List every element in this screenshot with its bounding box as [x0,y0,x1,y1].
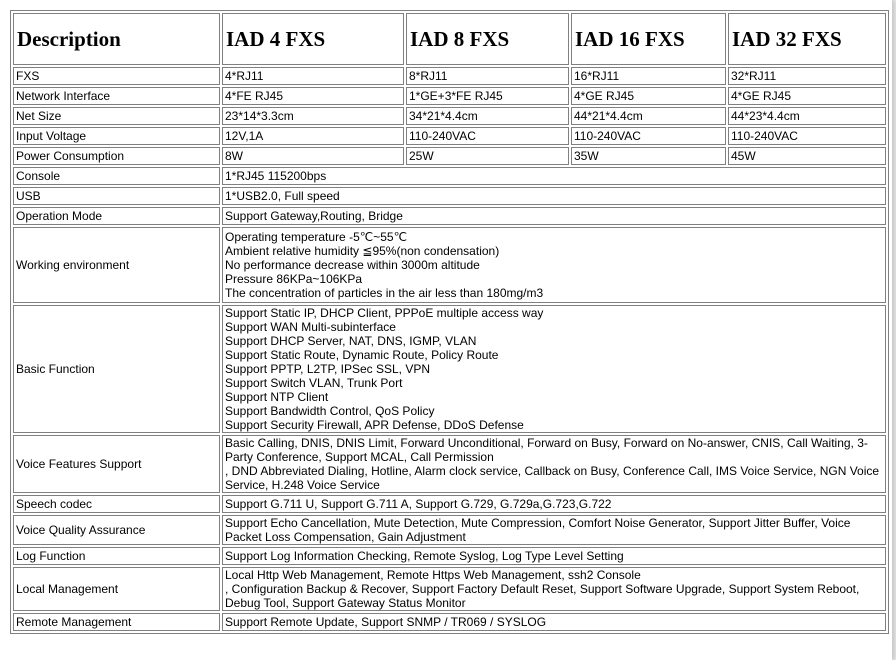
value-line: Operating temperature -5℃~55℃ [225,230,408,244]
row-label: USB [13,187,220,205]
cell-value: Support Log Information Checking, Remote Syslog, Log Type Level Setting [222,547,886,565]
row-fxs [13,67,886,85]
cell-iad16: 4*GE RJ45 [571,87,726,105]
cell-iad32: 45W [728,147,886,165]
cell-value: Support Remote Update, Support SNMP / TR069 / SYSLOG [222,613,886,631]
cell-value: Support G.711 U, Support G.711 A, Support G.729, G.729a,G.723,G.722 [222,495,886,513]
row-label: Operation Mode [13,207,220,225]
cell-iad4: 8W [222,147,404,165]
row-label: Speech codec [13,495,220,513]
row-network-interface [13,87,886,105]
row-log-function [13,547,886,565]
cell-iad32: 110-240VAC [728,127,886,145]
row-operation-mode [13,207,886,225]
row-voice-quality [13,515,886,545]
cell-value: Support Gateway,Routing, Bridge [222,207,886,225]
row-label: Remote Management [13,613,220,631]
value-line: Support DHCP Server, NAT, DNS, IGMP, VLAN [225,334,477,348]
cell-value [222,305,886,433]
cell-iad8: 25W [406,147,569,165]
value-line: Support Static Route, Dynamic Route, Policy Route [225,348,499,362]
cell-value [222,435,886,493]
cell-iad8: 110-240VAC [406,127,569,145]
cell-iad8: 34*21*4.4cm [406,107,569,125]
cell-iad32: 44*23*4.4cm [728,107,886,125]
value-line: Support Security Firewall, APR Defense, DDoS Defense [225,418,524,432]
row-label: Net Size [13,107,220,125]
value-line: Ambient relative humidity ≦95%(non condensation) [225,244,500,258]
row-working-environment [13,227,886,303]
row-power-consumption [13,147,886,165]
row-voice-features [13,435,886,493]
row-label: Voice Quality Assurance [13,515,220,545]
row-label: Log Function [13,547,220,565]
header-model-iad4: IAD 4 FXS [222,13,404,65]
value-line: Support Bandwidth Control, QoS Policy [225,404,435,418]
value-line: No performance decrease within 3000m altitude [225,258,480,272]
cell-iad32: 4*GE RJ45 [728,87,886,105]
row-input-voltage [13,127,886,145]
cell-iad16: 44*21*4.4cm [571,107,726,125]
cell-iad4: 4*RJ11 [222,67,404,85]
value-line: Support WAN Multi-subinterface [225,320,396,334]
row-usb [13,187,886,205]
header-description: Description [13,13,220,65]
row-console [13,167,886,185]
value-line: Pressure 86KPa~106KPa [225,272,363,286]
cell-value: Support Echo Cancellation, Mute Detection, Mute Compression, Comfort Noise Generator, Support Jitter Buffer, Voice Packet Loss Compensation, Gain Adjustment [222,515,886,545]
value-line: Support Static IP, DHCP Client, PPPoE multiple access way [225,306,544,320]
value-line: Basic Calling, DNIS, DNIS Limit, Forward Unconditional, Forward on Busy, Forward on No-answer, CNIS, Call Waiting, 3-Party Conference, Support MCAL, Call Permission [225,436,868,464]
value-line: , DND Abbreviated Dialing, Hotline, Alarm clock service, Callback on Busy, Conference Call, IMS Voice Service, NGN Voice Service, H.248 Voice Service [225,464,880,492]
value-line: Support PPTP, L2TP, IPSec SSL, VPN [225,362,431,376]
cell-value: 1*USB2.0, Full speed [222,187,886,205]
row-label: Working environment [13,227,220,303]
row-net-size [13,107,886,125]
cell-iad8: 1*GE+3*FE RJ45 [406,87,569,105]
cell-iad16: 110-240VAC [571,127,726,145]
value-line: The concentration of particles in the air less than 180mg/m3 [225,286,544,300]
row-remote-management [13,613,886,631]
row-label: Basic Function [13,305,220,433]
row-label: FXS [13,67,220,85]
row-label: Console [13,167,220,185]
row-label: Input Voltage [13,127,220,145]
cell-iad8: 8*RJ11 [406,67,569,85]
cell-iad4: 23*14*3.3cm [222,107,404,125]
row-speech-codec [13,495,886,513]
value-line: , Configuration Backup & Recover, Support Factory Default Reset, Support Software Upgrade, Support System Reboot, Debug Tool, Support Gateway Status Monitor [225,582,860,610]
value-line: Local Http Web Management, Remote Https Web Management, ssh2 Console [225,568,641,582]
cell-iad16: 16*RJ11 [571,67,726,85]
cell-value: 1*RJ45 115200bps [222,167,886,185]
header-model-iad32: IAD 32 FXS [728,13,886,65]
cell-iad16: 35W [571,147,726,165]
row-basic-function [13,305,886,433]
row-label: Network Interface [13,87,220,105]
value-line: Support Switch VLAN, Trunk Port [225,376,403,390]
cell-value [222,227,886,303]
cell-iad32: 32*RJ11 [728,67,886,85]
cell-value [222,567,886,611]
table-header-row [13,13,886,65]
cell-iad4: 12V,1A [222,127,404,145]
cell-iad4: 4*FE RJ45 [222,87,404,105]
row-label: Power Consumption [13,147,220,165]
header-model-iad8: IAD 8 FXS [406,13,569,65]
row-local-management [13,567,886,611]
row-label: Voice Features Support [13,435,220,493]
spec-table [10,10,889,634]
value-line: Support NTP Client [225,390,329,404]
row-label: Local Management [13,567,220,611]
header-model-iad16: IAD 16 FXS [571,13,726,65]
